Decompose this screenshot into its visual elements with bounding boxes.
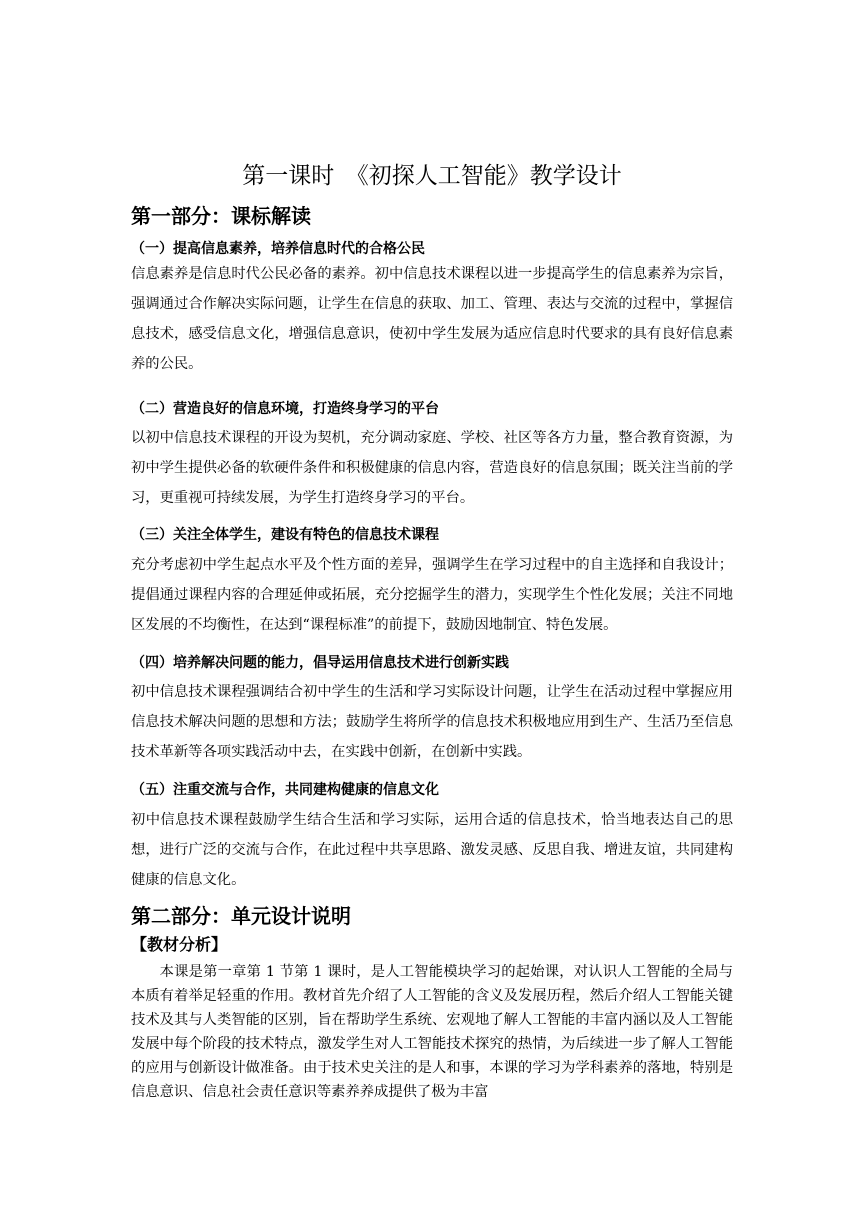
section-3-body: 充分考虑初中学生起点水平及个性方面的差异，强调学生在学习过程中的自主选择和自我设计；提倡通过课程内容的合理延伸或拓展，充分挖掘学生的潜力，实现学生个性化发展；关注不同地区发展的不均衡性，在达到“课程标准”的前提下，鼓励因地制宜、特色发展。	[131, 557, 733, 633]
part1-heading: 第一部分：课标解读	[131, 204, 311, 228]
section-4-heading: （四）培养解决问题的能力，倡导运用信息技术进行创新实践	[131, 655, 509, 671]
section-5-body: 初中信息技术课程鼓励学生结合生活和学习实际，运用合适的信息技术，恰当地表达自己的思想，进行广泛的交流与合作，在此过程中共享思路、激发灵感、反思自我、增进友谊，共同建构健康的信息文化。	[131, 812, 733, 888]
section-1-body: 信息素养是信息时代公民必备的素养。初中信息技术课程以进一步提高学生的信息素养为宗旨，强调通过合作解决实际问题，让学生在信息的获取、加工、管理、表达与交流的过程中，掌握信息技术，感受信息文化，增强信息意识，使初中学生发展为适应信息时代要求的具有良好信息素养的公民。	[131, 266, 733, 372]
section-2-heading: （二）营造良好的信息环境，打造终身学习的平台	[131, 401, 439, 417]
section-5-heading: （五）注重交流与合作，共同建构健康的信息文化	[131, 782, 439, 798]
section-3-heading: （三）关注全体学生，建设有特色的信息技术课程	[131, 527, 439, 543]
section-4-body: 初中信息技术课程强调结合初中学生的生活和学习实际设计问题，让学生在活动过程中掌握应用信息技术解决问题的思想和方法；鼓励学生将所学的信息技术积极地应用到生产、生活乃至信息技术革新等各项实践活动中去，在实践中创新，在创新中实践。	[131, 684, 733, 760]
textbook-analysis-heading: 【教材分析】	[131, 935, 228, 954]
section-2-body: 以初中信息技术课程的开设为契机，充分调动家庭、学校、社区等各方力量，整合教育资源，为初中学生提供必备的软硬件条件和积极健康的信息内容，营造良好的信息氛围；既关注当前的学习，更重视可持续发展，为学生打造终身学习的平台。	[131, 430, 733, 506]
textbook-analysis-body: 本课是第一章第 1 节第 1 课时，是人工智能模块学习的起始课，对认识人工智能的全局与本质有着举足轻重的作用。教材首先介绍了人工智能的含义及发展历程，然后介绍人工智能关键技术及其与人类智能的区别，旨在帮助学生系统、宏观地了解人工智能的丰富内涵以及人工智能发展中每个阶段的技术特点，激发学生对人工智能技术探究的热情，为后续进一步了解人工智能的应用与创新设计做准备。由于技术史关注的是人和事，本课的学习为学科素养的落地，特别是信息意识、信息社会责任意识等素养养成提供了极为丰富	[131, 964, 733, 1100]
section-1-heading: （一）提高信息素养，培养信息时代的合格公民	[131, 241, 425, 257]
part2-heading: 第二部分：单元设计说明	[131, 904, 351, 928]
document-title: 第一课时 《初探人工智能》教学设计	[242, 163, 622, 189]
